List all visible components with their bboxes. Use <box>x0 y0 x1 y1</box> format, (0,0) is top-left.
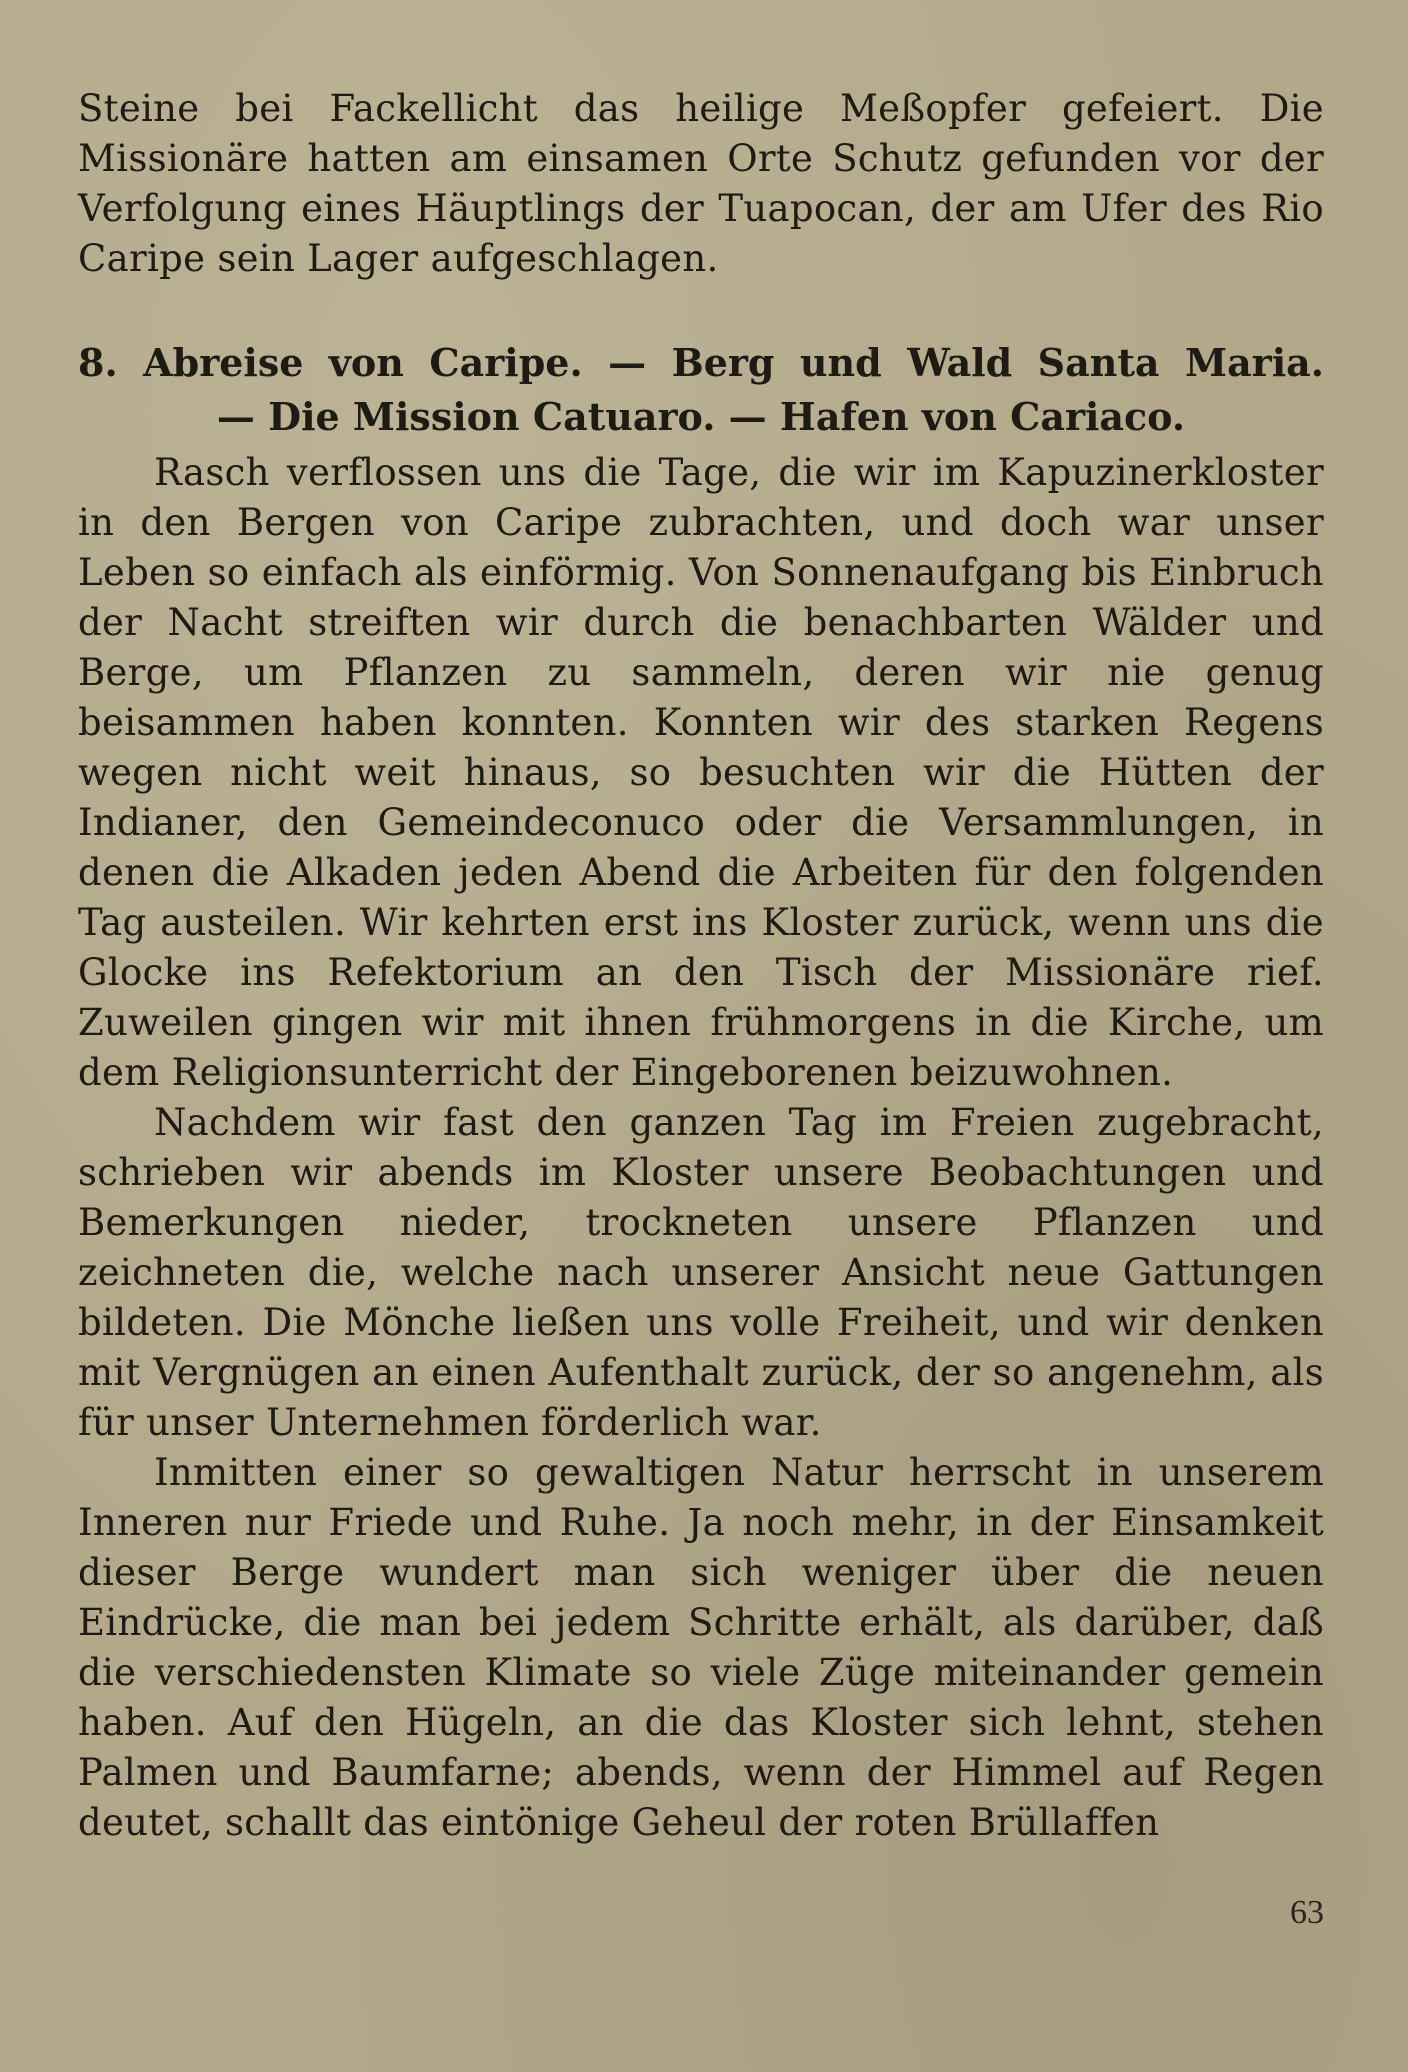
paragraph-1: Rasch verflossen uns die Tage, die wir im Kapuzinerkloster in den Bergen von Caripe zubrachten, und doch war unser Leben so einfach als einförmig. Von Sonnenaufgang bis Einbruch der Nacht streiften wir durch die benachbarten Wälder und Berge, um Pflanzen zu sammeln, deren wir nie genug beisammen haben konnten. Konnten wir des starken Regens wegen nicht weit hinaus, so besuchten wir die Hütten der Indianer, den Gemeindeconuco oder die Versammlungen, in denen die Alkaden jeden Abend die Arbeiten für den folgenden Tag austeilen. Wir kehrten erst ins Kloster zurück, wenn uns die Glocke ins Refektorium an den Tisch der Missionäre rief. Zuweilen gingen wir mit ihnen frühmorgens in die Kirche, um dem Religionsunterricht der Eingeborenen beizuwohnen. <box>78 451 1324 1094</box>
continuation-paragraph: Steine bei Fackellicht das heilige Meßopfer gefeiert. Die Missionäre hatten am einsamen Orte Schutz gefunden vor der Verfolgung eines Häuptlings der Tuapocan, der am Ufer des Rio Caripe sein Lager aufgeschlagen. <box>78 87 1324 280</box>
section-title-line-2: — Die Mission Catuaro. — Hafen von Cariaco. <box>216 394 1186 439</box>
paragraph-2: Nachdem wir fast den ganzen Tag im Freien zugebracht, schrieben wir abends im Kloster unsere Beobachtungen und Bemerkungen nieder, trockneten unsere Pflanzen und zeichneten die, welche nach unserer Ansicht neue Gattungen bildeten. Die Mönche ließen uns volle Freiheit, und wir denken mit Vergnügen an einen Aufenthalt zurück, der so angenehm, als für unser Unternehmen förderlich war. <box>78 1101 1324 1444</box>
paragraph-3: Inmitten einer so gewaltigen Natur herrscht in unserem Inneren nur Friede und Ruhe. Ja noch mehr, in der Einsamkeit dieser Berge wundert man sich weniger über die neuen Eindrücke, die man bei jedem Schritte erhält, als darüber, daß die verschiedensten Klimate so viele Züge miteinander gemein haben. Auf den Hügeln, an die das Kloster sich lehnt, stehen Palmen und Baumfarne; abends, wenn der Himmel auf Regen deutet, schallt das eintönige Geheul der roten Brüllaffen <box>78 1451 1324 1844</box>
section-heading-line-1 <box>78 336 1324 390</box>
section-number: 8. <box>78 340 118 385</box>
page-body <box>78 84 1324 1848</box>
page-number: 63 <box>1290 1894 1324 1931</box>
section-heading <box>78 336 1324 444</box>
section-title-line-1: Abreise von Caripe. — Berg und Wald Santa Maria. <box>143 340 1324 385</box>
